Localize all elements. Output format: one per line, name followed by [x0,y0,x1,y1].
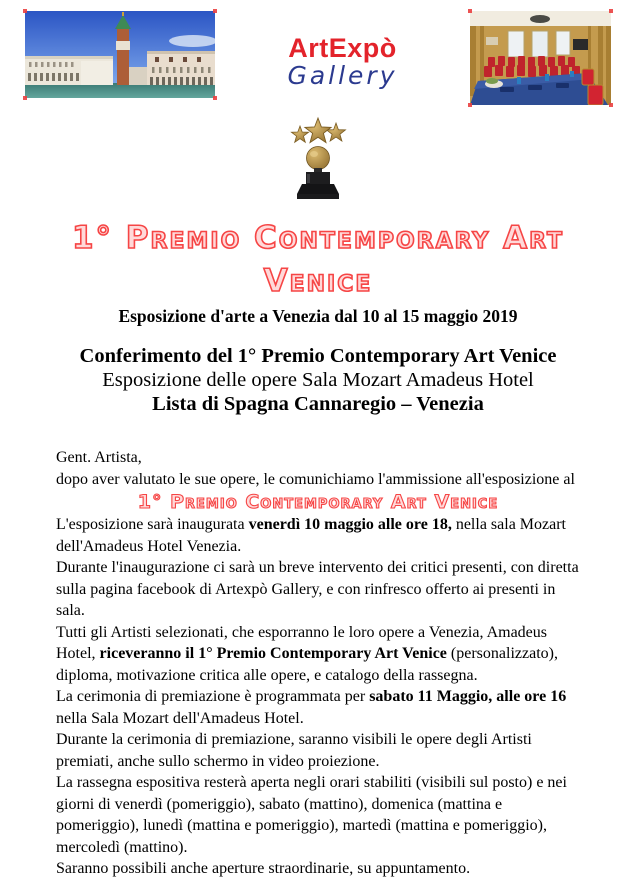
photo-corner-dot [609,9,613,13]
body-paragraph: Saranno possibili anche aperture straordinarie, su appuntamento. [56,860,471,877]
body-paragraph: Durante la cerimonia di premiazione, saranno visibili le opere degli Artisti premiati, anche sullo schermo in video proiezione. [56,731,532,770]
body-paragraph: La cerimonia di premiazione è programmata per sabato 11 Maggio, alle ore 16 nella Sala Mozart dell'Amadeus Hotel. [56,688,567,727]
event-heading-line3: Lista di Spagna Cannaregio – Venezia [152,393,484,415]
logo-artexpo-text: ArtExpò [288,33,397,63]
main-title [0,217,636,303]
event-heading [0,344,636,416]
star-trophy-illustration [286,113,350,203]
photo-corner-dot [213,9,217,13]
venice-panorama-photo [25,11,215,98]
body-paragraph: L'esposizione sarà inaugurata venerdì 10 maggio alle ore 18, nella sala Mozart dell'Amadeus Hotel Venezia. [56,516,566,555]
letter-body [0,447,636,880]
photo-corner-dot [23,96,27,100]
body-paragraphs [56,514,580,880]
logo-gallery-text: Gallery [287,61,398,90]
body-paragraph: Tutti gli Artisti selezionati, che esporranno le loro opere a Venezia, Amadeus Hotel, riceveranno il 1° Premio Contemporary Art Venice (personalizzato), diploma, motivazione critica alle opere, e catalogo della rassegna. [56,623,558,684]
main-title-line2: Venice [263,263,373,299]
event-heading-line2: Esposizione delle opere Sala Mozart Amadeus Hotel [102,369,534,391]
event-heading-line1: Conferimento del 1° Premio Contemporary Art Venice [79,345,557,367]
body-paragraph: La rassegna espositiva resterà aperta negli orari stabiliti (visibili sul posto) e nei giorni di venerdì (pomeriggio), sabato (mattino), domenica (mattina e pomeriggio), lunedì (mattina e pomeriggio), martedì (mattina e pomeriggio), mercoledì (mattino). [56,774,567,856]
body-paragraph: Durante l'inaugurazione ci sarà un breve intervento dei critici presenti, con diretta sulla pagina facebook di Artexpò Gallery, e con rinfresco offerto ai presenti in sala. [56,559,579,619]
award-heading: 1° Premio Contemporary Art Venice [137,491,499,513]
salutation: Gent. Artista, [56,449,142,466]
conference-room-illustration [470,11,611,105]
header [0,0,636,105]
star-trophy-image [286,113,350,203]
artexpo-gallery-logo [287,35,397,88]
venice-panorama-illustration [25,11,215,98]
photo-corner-dot [213,96,217,100]
subtitle: Esposizione d'arte a Venezia dal 10 al 15 maggio 2019 [118,306,518,326]
photo-corner-dot [468,103,472,107]
photo-corner-dot [468,9,472,13]
intro-paragraph: dopo aver valutato le sue opere, le comunichiamo l'ammissione all'esposizione al [56,470,575,488]
main-title-line1: 1° Premio Contemporary Art [71,220,565,256]
photo-corner-dot [23,9,27,13]
photo-corner-dot [609,103,613,107]
conference-room-photo [470,11,611,105]
